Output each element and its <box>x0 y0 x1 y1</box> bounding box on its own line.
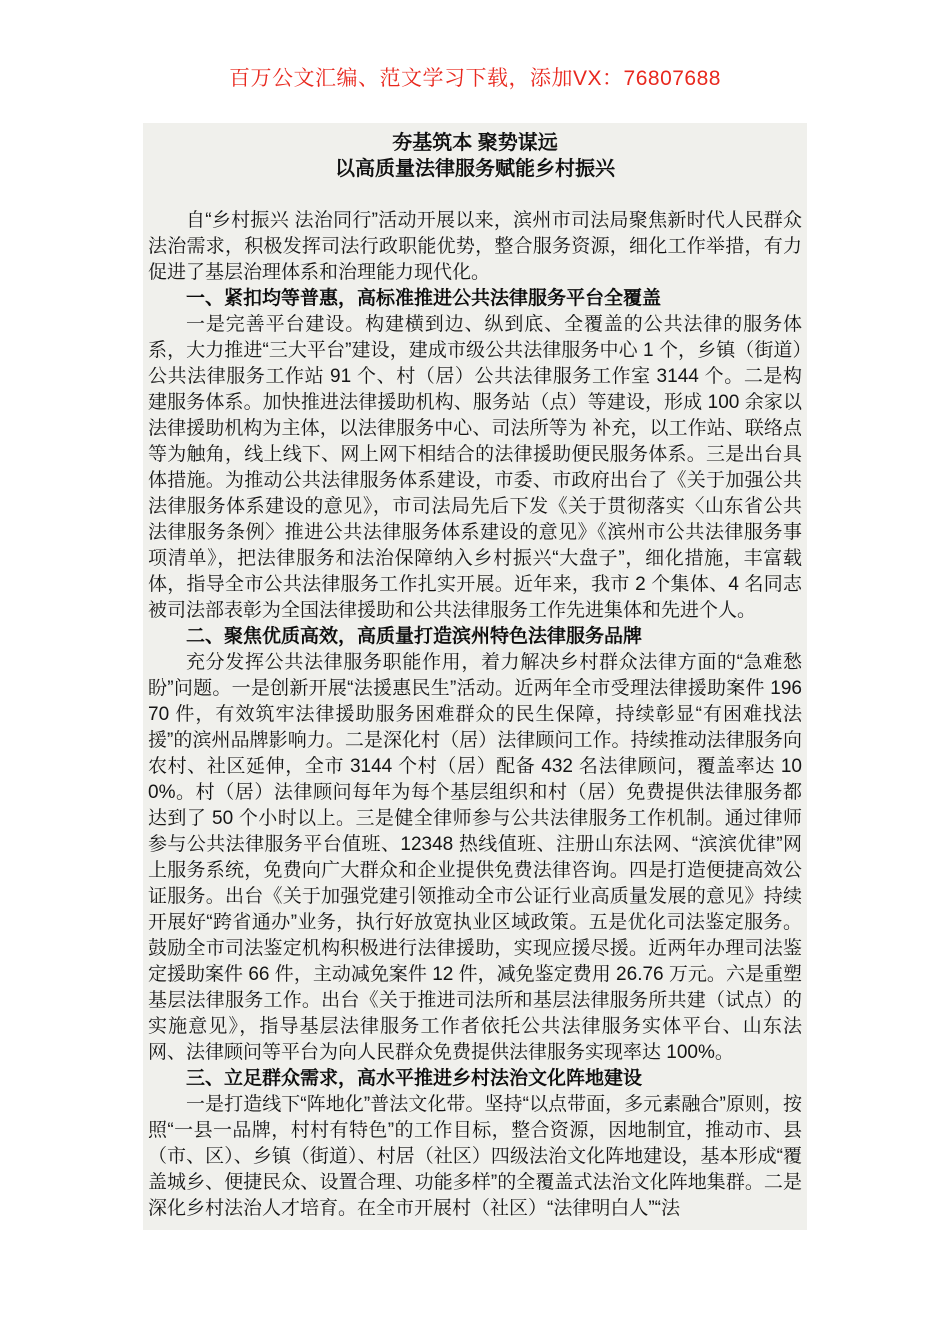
document-page <box>143 123 807 1230</box>
section-1-paragraph: 一是完善平台建设。构建横到边、纵到底、全覆盖的公共法律的服务体系，大力推进“三大平台”建设，建成市级公共法律服务中心 1 个，乡镇（街道）公共法律服务工作站 91 个、村（居）公共法律服务工作室 3144 个。二是构建服务体系。加快推进法律援助机构、服务站（点）等建设，形成 100 余家以法律援助机构为主体，以法律服务中心、司法所等为 补充，以工作站、联络点等为触角，线上线下、网上网下相结合的法律援助便民服务体系。三是出台具体措施。为推动公共法律服务体系建设，市委、市政府出台了《关于加强公共法律服务体系建设的意见》，市司法局先后下发《关于贯彻落实〈山东省公共法律服务条例〉推进公共法律服务体系建设的意见》《滨州市公共法律服务事项清单》，把法律服务和法治保障纳入乡村振兴“大盘子”，细化措施，丰富载体，指导全市公共法律服务工作扎实开展。近年来，我市 2 个集体、4 名同志被司法部表彰为全国法律援助和公共法律服务工作先进集体和先进个人。 <box>148 314 802 621</box>
promo-banner: 百万公文汇编、范文学习下载，添加VX：76807688 <box>229 67 721 90</box>
section-3-heading: 三、立足群众需求，高水平推进乡村法治文化阵地建设 <box>186 1068 643 1089</box>
intro-paragraph: 自“乡村振兴 法治同行”活动开展以来，滨州市司法局聚焦新时代人民群众法治需求，积极发挥司法行政职能优势，整合服务资源，细化工作举措，有力促进了基层治理体系和治理能力现代化。 <box>148 210 802 283</box>
section-1-heading: 一、紧扣均等普惠，高标准推进公共法律服务平台全覆盖 <box>186 288 662 309</box>
section-2-paragraph: 充分发挥公共法律服务职能作用，着力解决乡村群众法律方面的“急难愁盼”问题。一是创新开展“法援惠民生”活动。近两年全市受理法律援助案件 19670 件，有效筑牢法律援助服务困难群众的民生保障，持续彰显“有困难找法援”的滨州品牌影响力。二是深化村（居）法律顾问工作。持续推动法律服务向农村、社区延伸，全市 3144 个村（居）配备 432 名法律顾问，覆盖率达 100%。村（居）法律顾问每年为每个基层组织和村（居）免费提供法律服务都达到了 50 个小时以上。三是健全律师参与公共法律服务工作机制。通过律师参与公共法律服务平台值班、12348 热线值班、注册山东法网、“滨滨优律”网上服务系统，免费向广大群众和企业提供免费法律咨询。四是打造便捷高效公证服务。出台《关于加强党建引领推动全市公证行业高质量发展的意见》持续开展好“跨省通办”业务，执行好放宽执业区域政策。五是优化司法鉴定服务。鼓励全市司法鉴定机构积极进行法律援助，实现应援尽援。近两年办理司法鉴定援助案件 66 件，主动减免案件 12 件，减免鉴定费用 26.76 万元。六是重塑基层法律服务工作。出台《关于推进司法所和基层法律服务所共建（试点）的实施意见》，指导基层法律服务工作者依托公共法律服务实体平台、山东法网、法律顾问等平台为向人民群众免费提供法律服务实现率达 100%。 <box>148 652 802 1063</box>
section-3-paragraph: 一是打造线下“阵地化”普法文化带。坚持“以点带面，多元素融合”原则，按照“一县一品牌，村村有特色”的工作目标，整合资源，因地制宜，推动市、县（市、区）、乡镇（街道）、村居（社区）四级法治文化阵地建设，基本形成“覆盖城乡、便捷民众、设置合理、功能多样”的全覆盖式法治文化阵地集群。二是深化乡村法治人才培育。在全市开展村（社区）“法律明白人”“法 <box>148 1094 802 1219</box>
document-title-line2: 以高质量法律服务赋能乡村振兴 <box>335 158 615 180</box>
title-spacer <box>148 182 802 208</box>
document-title-line1: 夯基筑本 聚势谋远 <box>392 132 558 154</box>
section-2-heading: 二、聚焦优质高效，高质量打造滨州特色法律服务品牌 <box>186 626 643 647</box>
